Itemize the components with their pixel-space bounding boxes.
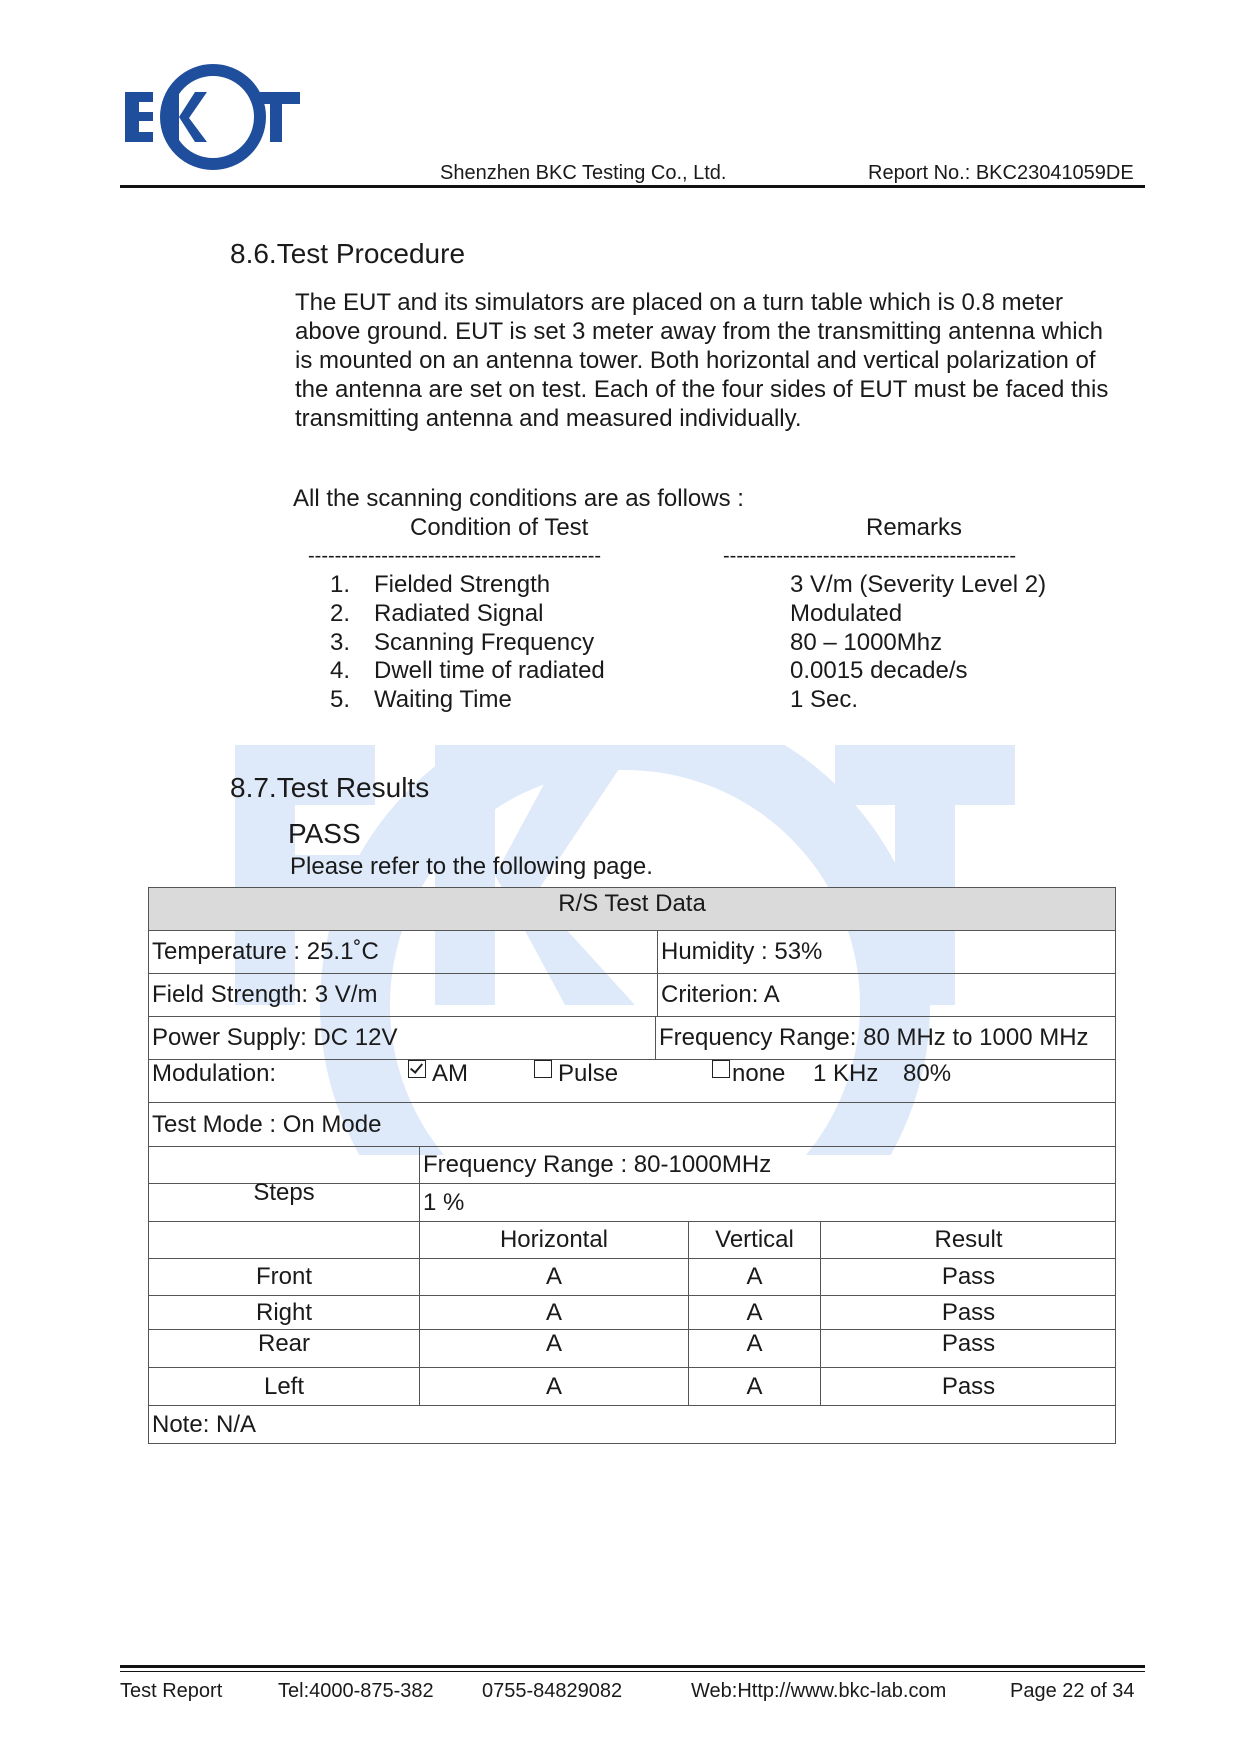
result-cell: Pass [820,1296,1116,1329]
table-row [149,1178,1115,1221]
section-heading-procedure: 8.6.Test Procedure [230,238,466,269]
field-strength: Field Strength: 3 V/m [152,981,378,1008]
result-cell: Pass [820,1259,1116,1295]
remarks-column-header: Remarks [866,514,963,541]
side-cell: Rear [257,1330,311,1357]
condition-name: Radiated Signal [374,600,544,627]
condition-name: Fielded Strength [374,571,551,598]
paragraph-line: above ground. EUT is set 3 meter away from the transmitting antenna which [295,318,1103,345]
table-header-row [149,1221,1115,1258]
condition-name: Dwell time of radiated [374,657,605,684]
remarks-divider: -------------------------------------------- [723,545,1017,567]
horizontal-cell: A [419,1330,688,1367]
report-number: Report No.: BKC23041059DE [868,162,1134,184]
steps-label: Steps [253,1178,315,1206]
company-name: Shenzhen BKC Testing Co., Ltd. [440,162,727,184]
condition-remark: 3 V/m (Severity Level 2) [790,571,1047,598]
horizontal-cell: A [419,1259,688,1295]
vertical-cell: A [688,1330,820,1367]
paragraph-line: is mounted on an antenna tower. Both horizontal and vertical polarization of [295,347,1096,374]
table-row [149,1016,1115,1059]
table-row [149,973,1115,1016]
footer-web[interactable]: Web:Http://www.bkc-lab.com [691,1680,947,1702]
condition-divider: -------------------------------------------- [308,545,602,567]
test-mode: Test Mode : On Mode [152,1110,382,1138]
table-row [149,1367,1115,1405]
criterion: Criterion: A [657,974,1116,1016]
vertical-cell: A [688,1368,820,1405]
checkbox-checked-icon [408,1060,426,1078]
paragraph-line: The EUT and its simulators are placed on a turn table which is 0.8 meter [295,289,1063,316]
footer-phone: 0755-84829082 [482,1680,623,1702]
empty-cell [149,1222,419,1258]
condition-column-header: Condition of Test [410,514,589,541]
bkct-logo [125,62,300,172]
table-title-row [149,888,1115,930]
table-row [149,1295,1115,1329]
paragraph-line: the antenna are set on test. Each of the four sides of EUT must be faced this [295,376,1109,403]
frequency-range: Frequency Range: 80 MHz to 1000 MHz [655,1017,1116,1059]
side-cell: Left [263,1372,305,1400]
checkbox-empty-icon [534,1060,552,1078]
modulation-row [149,1059,1115,1102]
table-title: R/S Test Data [558,890,706,917]
condition-num: 1. [330,571,351,598]
condition-num: 2. [330,600,351,627]
result-cell: Pass [820,1330,1116,1367]
condition-name: Waiting Time [374,686,512,713]
side-cell: Right [255,1298,313,1326]
condition-num: 4. [330,657,351,684]
table-row [149,930,1115,973]
mod-pulse-label: Pulse [558,1060,619,1087]
rs-test-data-table [148,887,1116,1444]
condition-num: 3. [330,629,351,656]
humidity: Humidity : 53% [657,931,1116,973]
temperature: Temperature : 25.1˚C [152,938,379,965]
procedure-paragraph [295,288,1155,433]
footer-rule [120,1665,1145,1668]
modulation-none [712,1060,802,1102]
footer-label: Test Report [120,1680,223,1702]
footer-rule-thin [120,1671,1145,1672]
col-vertical: Vertical [688,1222,820,1258]
scan-intro: All the scanning conditions are as follows : [293,485,744,512]
vertical-cell: A [688,1259,820,1295]
condition-name: Scanning Frequency [374,629,595,656]
horizontal-cell: A [419,1368,688,1405]
mod-depth: 80% [903,1060,952,1087]
modulation-am [408,1060,518,1102]
checkbox-empty-icon [712,1060,730,1078]
condition-num: 5. [330,686,351,713]
note: Note: N/A [152,1410,257,1438]
header-rule [120,185,1145,188]
condition-remark: 0.0015 decade/s [790,657,968,684]
result-cell: Pass [820,1368,1116,1405]
footer-tel: Tel:4000-875-382 [278,1680,434,1702]
condition-remark: 1 Sec. [790,686,859,713]
verdict: PASS [288,818,361,849]
steps-value: 1 % [419,1184,1116,1221]
modulation-label: Modulation: [152,1060,277,1087]
frequency-range-steps: Frequency Range : 80-1000MHz [419,1147,1116,1183]
table-row [149,1329,1115,1367]
mod-none-label: none [732,1060,786,1087]
modulation-pulse [534,1060,654,1102]
note-row [149,1405,1115,1443]
table-row [149,1258,1115,1295]
condition-remark: Modulated [790,600,903,627]
table-row [149,1102,1115,1146]
horizontal-cell: A [419,1296,688,1329]
refer-text: Please refer to the following page. [290,853,653,880]
side-cell: Front [255,1263,312,1290]
vertical-cell: A [688,1296,820,1329]
col-horizontal: Horizontal [419,1222,688,1258]
power-supply: Power Supply: DC 12V [152,1024,398,1051]
paragraph-line: transmitting antenna and measured individually. [295,405,802,432]
mod-am-label: AM [432,1060,468,1087]
mod-frequency: 1 KHz [813,1060,879,1087]
section-heading-results: 8.7.Test Results [230,772,430,803]
col-result: Result [820,1222,1116,1258]
page-number: Page 22 of 34 [1010,1680,1135,1702]
condition-remark: 80 – 1000Mhz [790,629,943,656]
